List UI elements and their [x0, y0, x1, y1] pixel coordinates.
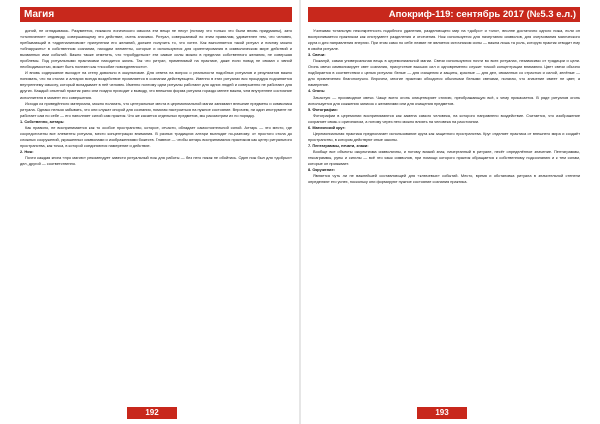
page-number: 192	[127, 407, 177, 419]
subheading: 4. Огонь:	[308, 88, 326, 94]
page-number: 193	[417, 407, 467, 419]
paragraph: Учитывая тотальную неконкретность подобного удаления, разделяющего мир на «добро» и «зло», вполне достаточно одного ножа, если он воспринимается практиком как инструмент разделения и отсечения. Нож используется для начертания символов, для очерчивания магического круга и для направления энергии. При этом само по себе лезвие не является источником силы — важна лишь та роль, которую практик отводит ему в своём ритуале.	[308, 28, 580, 52]
subheading: 3. Свечи:	[308, 52, 326, 58]
issue-header: Апокриф-119: сентябрь 2017 (№5.3 е.л.)	[308, 7, 580, 22]
paragraph: Является чуть ли не важнейшей составляющей для «ключевых» событий. Место, время и обстановка ритуала в значительной степени определяют его успех, поскольку они формируют нужное состояние сознания практика.	[308, 173, 580, 185]
paragraph: Почти каждая книга «про магию» рекомендует завести ритуальный нож для работы — без него никак не обойтись. Один нож был для «добрых» дел, другой — соответственно.	[20, 154, 292, 167]
paragraph: Вообще все объекты оккультизма символичны, и потому всякий знак, начертанный в ритуале, несёт определённое значение. Пентаграммы, гексаграммы, руны и сигилы — всё это язык символов, при помощи которого практик обращается к собственному подсознанию и к тем силам, которые он призывает.	[308, 148, 580, 167]
text-columns	[308, 28, 580, 398]
section-header: Магия	[20, 7, 292, 22]
subheading: 1. Собственно, алтарь:	[20, 118, 65, 124]
subheading: 8. Окружение:	[308, 167, 335, 173]
text-columns	[20, 28, 292, 398]
paragraph: Пожалуй, самая универсальная вещь в церемониальной магии. Свечи используются почти во всех ритуалах, независимо от традиции и цели. Огонь свечи символизирует свет сознания, присутствие высших сил и одновременно служит точкой концентрации внимания. Цвет свечи обычно подбирается в соответствии с целью ритуала: белые — для очищения и защиты, красные — для дел, связанных со страстью и силой, зелёные — для привлечения благополучия. Впрочем, многие практики обходятся обычными белыми свечами, полагая, что значение имеет не цвет, а намерение.	[308, 58, 580, 88]
paragraph: Исходя из приведённого материала, можно полагать, что центральные места в церемониальной магии занимают внешние предметы и символика ритуала. Однако нельзя забывать, что они служат опорой для сознания, помогая настроиться на нужное состояние. Впрочем, ни один инструмент не работает сам по себе — его наполняет силой сам практик. Что же касается отдельных предметов, мы рассмотрим их по порядку.	[20, 100, 292, 118]
paragraph: Церемониальная практика предполагает использование круга как защитного пространства. Круг отделяет практика от внешнего мира и создаёт пространство, в котором действуют иные законы.	[308, 130, 580, 142]
subheading: 6. Магический круг:	[308, 124, 346, 130]
paragraph: доний, не оглядываясь. Разумеется, никакого логического смысла эти вещи не несут (потому что только что были вновь придуманы), зато «отключение» индивиду, совершающему это действие, очень значимо. Ритуал, совершаемый по этим правилам, удивителен тем, что человек, пребывающий в «адреналиновом» прилунении его желаний, должен получить то, что хотел. Как выполняется такой ритуал и почему можно «обнаружить» в собственном сознании, находим элементы, которые и используются для ориентирования в символическом мире действий и вызванных ими событий. Важно также отметить, что «пробудиться» эти самые силы можно в пределах собственного желания, не совершая проблемы. Под ритуальными практиками находится жизнь. Так что ритуал, применимый на практике, даже если повод не связан с явной необходимостью, может быть полезен как «пособие повседневности».	[20, 28, 292, 70]
text-column	[20, 28, 292, 398]
subheading: 5. Фотографии:	[308, 106, 338, 112]
right-page	[300, 0, 600, 424]
paragraph: Зачастую — производное свечи. Чаще всего огонь олицетворяет стихию, преображающую всё, к чему прикасается. В ряде ритуалов огонь используется для сожжения записок с желаниями или для очищения предметов.	[308, 94, 580, 106]
text-column	[308, 28, 580, 398]
paragraph: Фотографии в церемонии воспринимаются как замена самого человека, на которого направлено воздействие. Считается, что изображение сохраняет связь с оригиналом, а потому через него можно влиять на человека на расстоянии.	[308, 112, 580, 124]
paragraph: Как правило, не воспринимается как то особое пространство, которое, отчасти, обладает самостоятельной силой. Алтарь — это место, где сосредоточены все элементы ритуала, место концентрации внимания. В разных традициях алтари выглядят по-разному: от простого стола до сложных сооружений, украшенных символами и изображениями божеств. Главное — чтобы алтарь воспринимался практиком как центр ритуального пространства, как точка, в которой соединяются намерение и действие.	[20, 124, 292, 148]
paragraph: И вновь содержание выходит на стену довольно в оккультизме. Для ответа на вопрос о реальности подобных ритуалов и результатов важно понимать, что на столах и алтарях всегда воздействие проявляется в сознании действующего. Именно в этих ритуалах вся процедура подчиняется внутреннему смыслу, который вкладывает в неё человек. Именно поэтому одни ритуалы работают для одних людей и совершенно не работают для других. Каждый опытный практик рано или поздно приходит к выводу, что внешняя форма ритуала гораздо менее важна, чем внутреннее состояние исполнителя в момент его совершения.	[20, 70, 292, 100]
subheading: 2. Нож:	[20, 148, 34, 154]
subheading: 7. Пентаграммы, печати, знаки:	[308, 142, 369, 148]
